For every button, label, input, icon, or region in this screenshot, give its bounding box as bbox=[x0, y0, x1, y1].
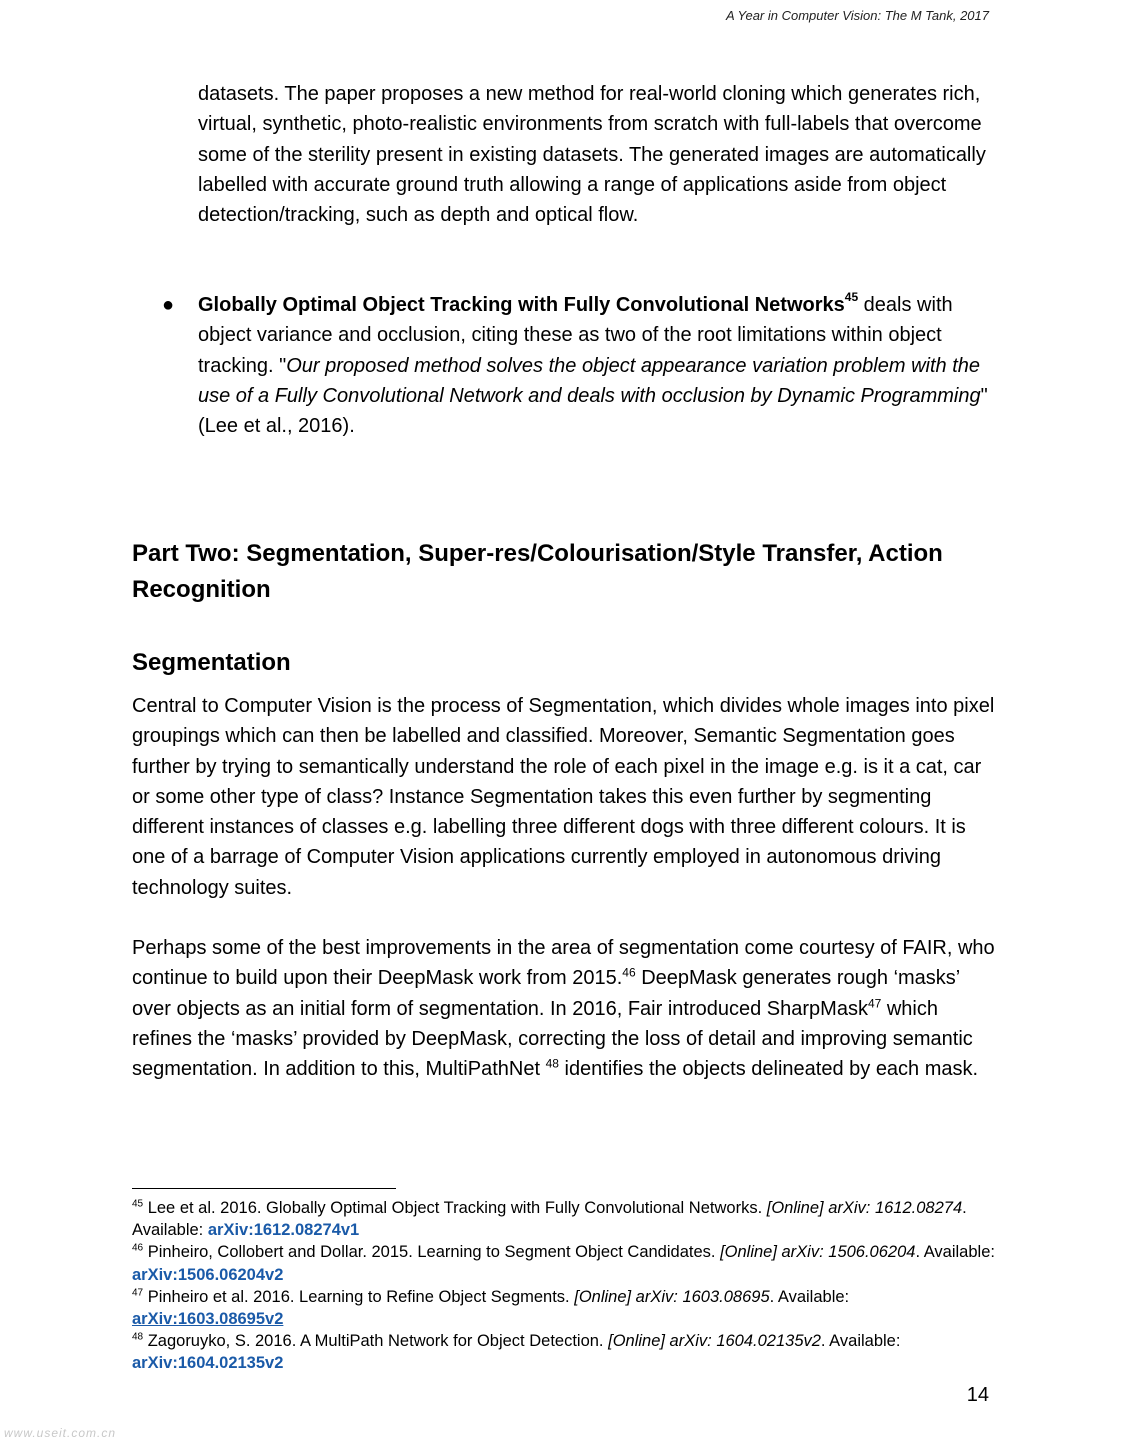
bullet-icon: ● bbox=[162, 294, 175, 316]
footnote-number: 46 bbox=[132, 1242, 144, 1254]
page-number: 14 bbox=[966, 1384, 989, 1406]
footnotes bbox=[132, 1197, 1002, 1375]
footnote-divider bbox=[132, 1188, 396, 1189]
footnote-source: [Online] arXiv: 1603.08695 bbox=[574, 1287, 770, 1306]
part-heading: Part Two: Segmentation, Super-res/Colourisation/Style Transfer, Action Recognition bbox=[132, 540, 943, 603]
footnote-45 bbox=[132, 1197, 1002, 1241]
footnote-text: Lee et al. 2016. Globally Optimal Object Tracking with Fully Convolutional Networks. bbox=[143, 1199, 767, 1217]
footnote-link[interactable]: arXiv:1612.08274v1 bbox=[207, 1221, 360, 1240]
footnote-available: . Available: bbox=[915, 1243, 995, 1262]
bullet-title: Globally Optimal Object Tracking with Fully Convolutional Networks bbox=[198, 294, 845, 316]
paragraph-2-part-d: identifies the objects delineated by each mask. bbox=[558, 1058, 979, 1081]
watermark: www.useit.com.cn bbox=[4, 1426, 117, 1440]
footnote-available: . Available: bbox=[769, 1287, 850, 1306]
footnote-ref-48[interactable]: 48 bbox=[545, 1056, 559, 1071]
paragraph-2-part-b: DeepMask generates rough ‘masks’ over objects as an initial form of segmentation. In 2016, Fair introduced SharpMask bbox=[132, 967, 960, 1020]
footnote-link[interactable]: arXiv:1506.06204v2 bbox=[132, 1265, 284, 1284]
segmentation-paragraph-1: Central to Computer Vision is the process of Segmentation, which divides whole images into pixel groupings which can then be labelled and classified. Moreover, Semantic Segmentation goes further by trying to semantically understand the role of each pixel in the image e.g. is it a cat, car or some other type of class? Instance Segmentation takes this even further by segmenting different instances of classes e.g. labelling three different dogs with three different colours. It is one of a barrage of Computer Vision applications currently employed in autonomous driving technology suites. bbox=[132, 695, 995, 899]
section-heading: Segmentation bbox=[132, 649, 291, 676]
continued-paragraph: datasets. The paper proposes a new method for real-world cloning which generates rich, virtual, synthetic, photo-realistic environments from scratch with full-labels that overcome some of the sterility present in existing datasets. The generated images are automatically labelled with accurate ground truth allowing a range of applications aside from object detection/tracking, such as depth and optical flow. bbox=[198, 83, 986, 227]
bullet-quote: Our proposed method solves the object appearance variation problem with the use of a Fully Convolutional Network and deals with occlusion by Dynamic Programming bbox=[198, 354, 981, 407]
footnote-text: Zagoruyko, S. 2016. A MultiPath Network for Object Detection. bbox=[143, 1332, 609, 1351]
footnote-ref-46[interactable]: 46 bbox=[622, 965, 636, 980]
footnote-number: 47 bbox=[132, 1287, 144, 1299]
footnote-47 bbox=[132, 1286, 1002, 1330]
footnote-available: . Available: bbox=[820, 1332, 901, 1351]
bullet-description: deals with object variance and occlusion, citing these as two of the root limitations within object tracking. " bbox=[198, 294, 953, 377]
paragraph-2-part-c: which refines the ‘masks’ provided by DeepMask, correcting the loss of detail and improving semantic segmentation. In addition to this, MultiPathNet bbox=[132, 997, 973, 1081]
footnote-source: [Online] arXiv: 1604.02135v2 bbox=[608, 1332, 821, 1351]
footnote-ref-45[interactable]: 45 bbox=[844, 290, 859, 305]
footnote-text: Pinheiro et al. 2016. Learning to Refine Object Segments. bbox=[143, 1287, 575, 1306]
bullet-citation: " (Lee et al., 2016). bbox=[198, 384, 988, 438]
footnote-link[interactable]: arXiv:1604.02135v2 bbox=[132, 1354, 284, 1373]
footnote-48 bbox=[132, 1330, 1002, 1374]
bullet-item bbox=[162, 290, 1002, 441]
footnote-46 bbox=[132, 1241, 1002, 1285]
footnote-source: [Online] arXiv: 1506.06204 bbox=[720, 1243, 916, 1262]
bullet-text bbox=[198, 290, 1002, 441]
paragraph-2-part-a: Perhaps some of the best improvements in the area of segmentation come courtesy of FAIR, who continue to build upon their DeepMask work from 2015. bbox=[132, 937, 995, 990]
running-header: A Year in Computer Vision: The M Tank, 2017 bbox=[725, 8, 989, 23]
footnote-number: 45 bbox=[132, 1198, 144, 1210]
footnote-available: . Available: bbox=[132, 1199, 967, 1240]
segmentation-paragraph-2 bbox=[132, 933, 1002, 1084]
footnote-source: [Online] arXiv: 1612.08274 bbox=[766, 1199, 963, 1217]
footnote-link[interactable]: arXiv:1603.08695v2 bbox=[132, 1310, 284, 1329]
footnote-text: Pinheiro, Collobert and Dollar. 2015. Learning to Segment Object Candidates. bbox=[143, 1243, 721, 1262]
footnote-ref-47[interactable]: 47 bbox=[867, 995, 882, 1010]
footnote-number: 48 bbox=[132, 1331, 144, 1343]
